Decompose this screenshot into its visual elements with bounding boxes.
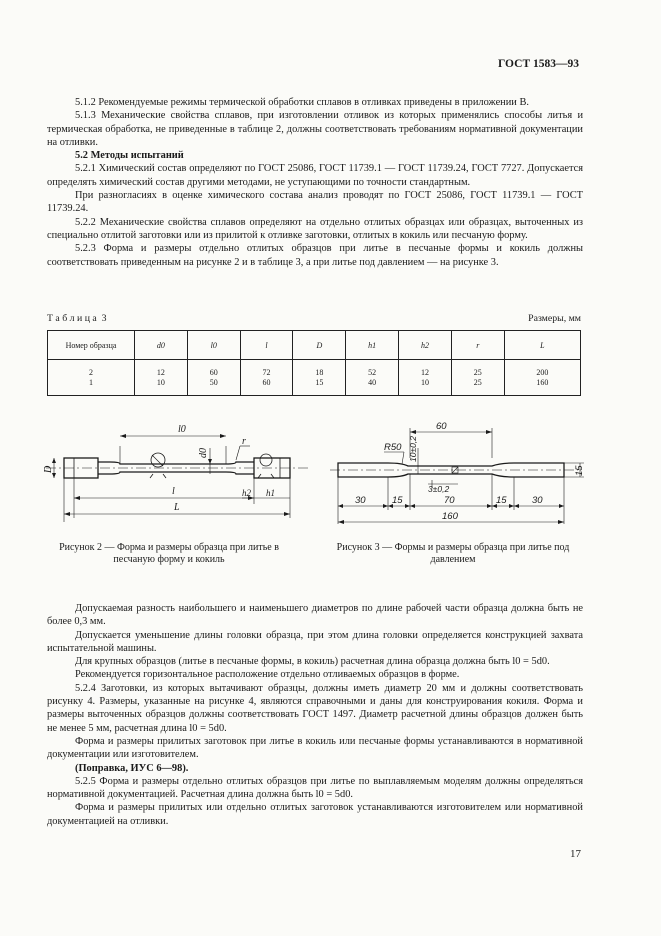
table-header-cell: l0 <box>187 331 240 360</box>
figure-2-drawing <box>40 418 310 538</box>
table-cell: 12 10 <box>399 360 452 396</box>
fig3-label-15b: 15 <box>496 495 507 506</box>
paragraph: 5.2 Методы испытаний <box>75 150 184 162</box>
table-header-cell: h2 <box>399 331 452 360</box>
fig3-label-15a: 15 <box>392 495 403 506</box>
paragraph: 5.2.5 Форма и размеры отдельно отлитых образцов при литье по выплавляемым моделям должны определяться нормативной документацией. Расчетная длина должна быть l0 = 5d0. <box>47 775 583 801</box>
table-header-cell: d0 <box>135 331 188 360</box>
fig2-label-l: l <box>172 486 175 497</box>
table-cell: 2 1 <box>48 360 135 396</box>
paragraph: 5.2.2 Механические свойства сплавов определяют на отдельно отлитых образцах или образцах, выточенных из специально отлитой заготовки или из прилитой к отливке заготовки, отлитых в кокиль или песчаную форму. <box>47 216 583 241</box>
paragraph: Допускается уменьшение длины головки образца, при этом длина головки определяется конструкцией захвата испытательной машины. <box>47 629 583 654</box>
text-block-top <box>47 96 583 269</box>
fig3-label-15: 15 <box>574 465 585 476</box>
fig2-label-h1: h1 <box>266 488 275 498</box>
fig2-label-D: D <box>43 465 54 473</box>
fig3-label-R50: R50 <box>384 442 402 453</box>
fig3-label-30a: 30 <box>355 495 366 506</box>
text-block-bottom <box>47 602 583 828</box>
fig3-label-70: 70 <box>444 495 455 506</box>
fig2-label-r: r <box>242 436 246 447</box>
paragraph: Для крупных образцов (литье в песчаные формы, в кокиль) расчетная длина образца должна быть l0 = 5d0. <box>75 656 550 668</box>
paragraph: При разногласиях в оценке химического состава анализ проводят по ГОСТ 25086, ГОСТ 11739.1 — ГОСТ 11739.24. <box>47 190 583 215</box>
paragraph: 5.2.3 Форма и размеры отдельно отлитых образцов при литье в песчаные формы и кокиль должны соответствовать приведенным на рисунке 2 и в таблице 3, а при литье под давлением — на рисунке 3. <box>47 243 583 268</box>
table-cell: 72 60 <box>240 360 293 396</box>
page-number: 17 <box>570 848 581 860</box>
paragraph: Рекомендуется горизонтальное расположение отдельно отливаемых образцов в форме. <box>75 669 460 681</box>
table-cell: 12 10 <box>135 360 188 396</box>
table-header-cell: r <box>451 331 504 360</box>
fig3-label-10: 10±0,2 <box>408 436 418 462</box>
fig2-label-L: L <box>174 502 180 513</box>
dimensions-table <box>47 330 581 396</box>
table-caption-row <box>47 313 581 324</box>
paragraph: Форма и размеры прилитых заготовок при литье в кокиль или песчаные формы устанавливаются в нормативной документации или изготовителем. <box>47 735 583 761</box>
table-header-cell: L <box>504 331 580 360</box>
table-header-cell: D <box>293 331 346 360</box>
figure-3-drawing <box>328 418 588 538</box>
paragraph: 5.2.4 Заготовки, из которых вытачивают образцы, должны иметь диаметр 20 мм и должны соответствовать рисунку 4. Размеры, указанные на рисунке 4, являются справочными и даны для конструирования кокиля. Форма и размеры выточенных образцов должны соответствовать ГОСТ 1497. Диаметр расчетной длины образцов должен быть не менее 5 мм, расчетная длина l0 = 5d0. <box>47 682 583 734</box>
fig2-label-h2: h2 <box>242 488 251 498</box>
paragraph: (Поправка, ИУС 6—98). <box>75 762 189 774</box>
table-cell: 18 15 <box>293 360 346 396</box>
fig3-label-160: 160 <box>442 511 458 522</box>
table-cell: 200 160 <box>504 360 580 396</box>
fig3-label-60: 60 <box>436 421 447 432</box>
fig3-label-30b: 30 <box>532 495 543 506</box>
document-number: ГОСТ 1583—93 <box>498 58 579 70</box>
fig3-label-3: 3±0,2 <box>428 484 450 494</box>
table-header-cell: h1 <box>346 331 399 360</box>
table-header-cell: Номер образца <box>48 331 135 360</box>
paragraph: 5.1.2 Рекомендуемые режимы термической обработки сплавов в отливках приведены в приложении В. <box>75 97 529 108</box>
paragraph: 5.1.3 Механические свойства сплавов, при изготовлении отливок из которых применялись способы литья и термическая обработка, не приведенные в таблице 2, должны соответствовать требованиям нормативной документации на отливки. <box>47 110 583 148</box>
fig2-label-d0: d0 <box>198 448 209 458</box>
paragraph: Форма и размеры прилитых или отдельно отлитых заготовок устанавливаются изготовителем или нормативной документацией на отливки. <box>47 802 583 827</box>
figure-2-caption: Рисунок 2 — Форма и размеры образца при литье в песчаную форму и кокиль <box>59 542 279 565</box>
figure-3-caption: Рисунок 3 — Формы и размеры образца при литье под давлением <box>336 542 570 565</box>
table-header-cell: l <box>240 331 293 360</box>
table-row <box>48 360 581 396</box>
table-cell: 60 50 <box>187 360 240 396</box>
table-cell: 52 40 <box>346 360 399 396</box>
paragraph: 5.2.1 Химический состав определяют по ГОСТ 25086, ГОСТ 11739.1 — ГОСТ 11739.24, ГОСТ 7727. Допускается определять химический состав другими методами, не уступающими по точности стандартным. <box>47 163 583 188</box>
table-caption: Т а б л и ц а 3 <box>47 313 107 324</box>
paragraph: Допускаемая разность наибольшего и наименьшего диаметров по длине рабочей части образца должна быть не более 0,3 мм. <box>47 603 583 628</box>
table-units: Размеры, мм <box>528 313 581 324</box>
fig2-label-l0: l0 <box>178 424 186 435</box>
table-cell: 25 25 <box>451 360 504 396</box>
